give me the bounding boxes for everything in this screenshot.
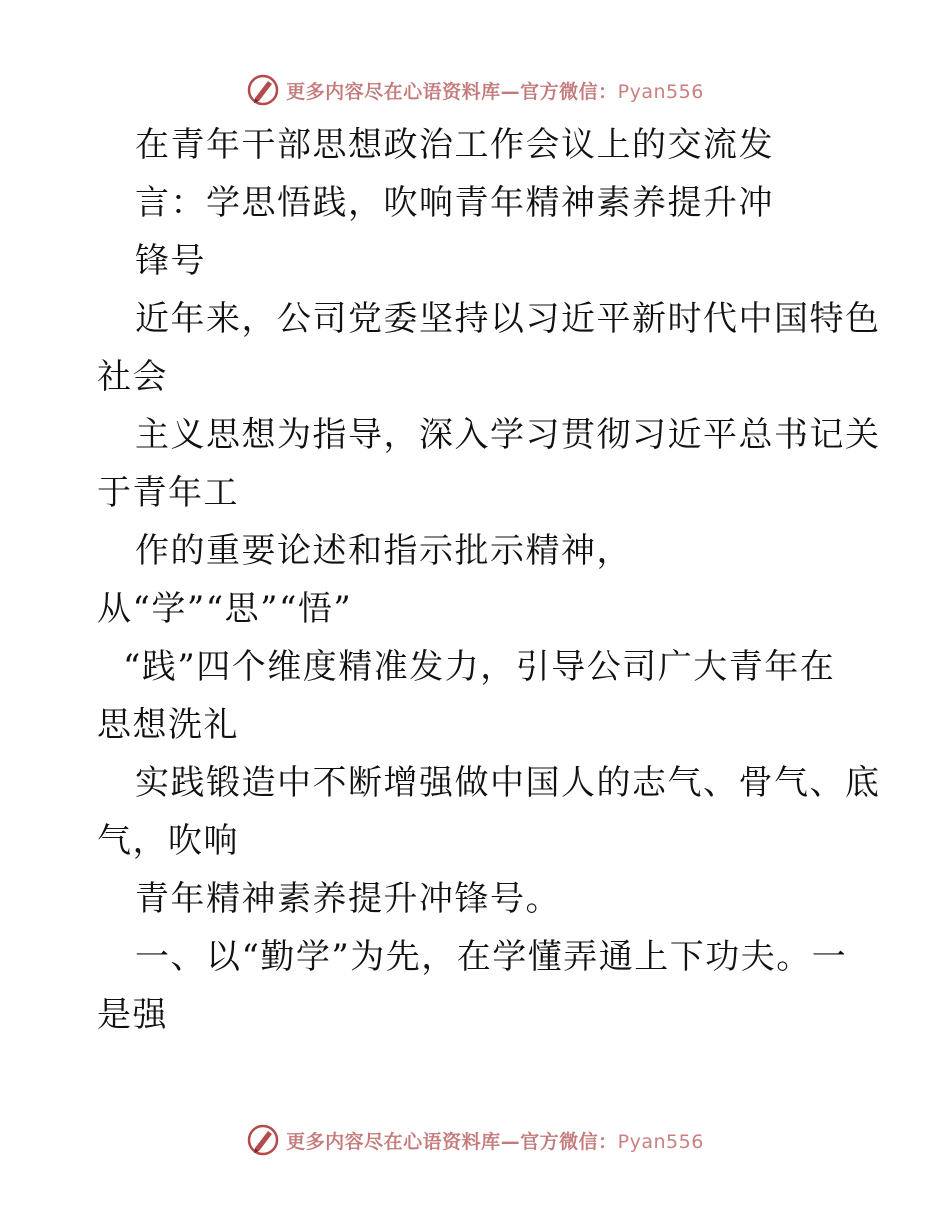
wechat-id: Pyan556 <box>617 80 704 103</box>
paragraph-line: “践”四个维度精准发力，引导公司广大青年在 <box>123 647 836 687</box>
paragraph-line: 青年精神素养提升冲锋号。 <box>135 879 561 919</box>
header-watermark <box>0 70 950 110</box>
paragraph-line: 一、以“勤学”为先，在学懂弄通上下功夫。一 <box>135 937 848 977</box>
paragraph-line: 主义思想为指导，深入学习贯彻习近平总书记关 <box>135 415 881 455</box>
document-body <box>97 116 881 1044</box>
paragraph-line: 思想洗礼 <box>97 705 239 745</box>
footer-watermark <box>0 1120 950 1160</box>
paragraph-line: 社会 <box>97 357 168 397</box>
title-line-3: 锋号 <box>135 241 206 281</box>
title-line-2: 言：学思悟践，吹响青年精神素养提升冲 <box>135 183 774 223</box>
title-line-1: 在青年干部思想政治工作会议上的交流发 <box>135 125 774 165</box>
paragraph-line: 于青年工 <box>97 473 239 513</box>
watermark-text: 更多内容尽在心语资料库—官方微信：Pyan556 <box>286 1130 704 1153</box>
paragraph-line: 作的重要论述和指示批示精神， <box>135 531 632 571</box>
watermark-text: 更多内容尽在心语资料库—官方微信：Pyan556 <box>286 80 704 103</box>
pen-logo-icon <box>246 1123 280 1157</box>
wechat-id: Pyan556 <box>617 1130 704 1153</box>
paragraph-line: 从“学”“思”“悟” <box>97 589 353 629</box>
paragraph-line: 实践锻造中不断增强做中国人的志气、骨气、底 <box>135 763 881 803</box>
paragraph-line: 近年来，公司党委坚持以习近平新时代中国特色 <box>135 299 881 339</box>
pen-logo-icon <box>246 73 280 107</box>
paragraph-line: 气，吹响 <box>97 821 239 861</box>
paragraph-line: 是强 <box>97 995 168 1035</box>
